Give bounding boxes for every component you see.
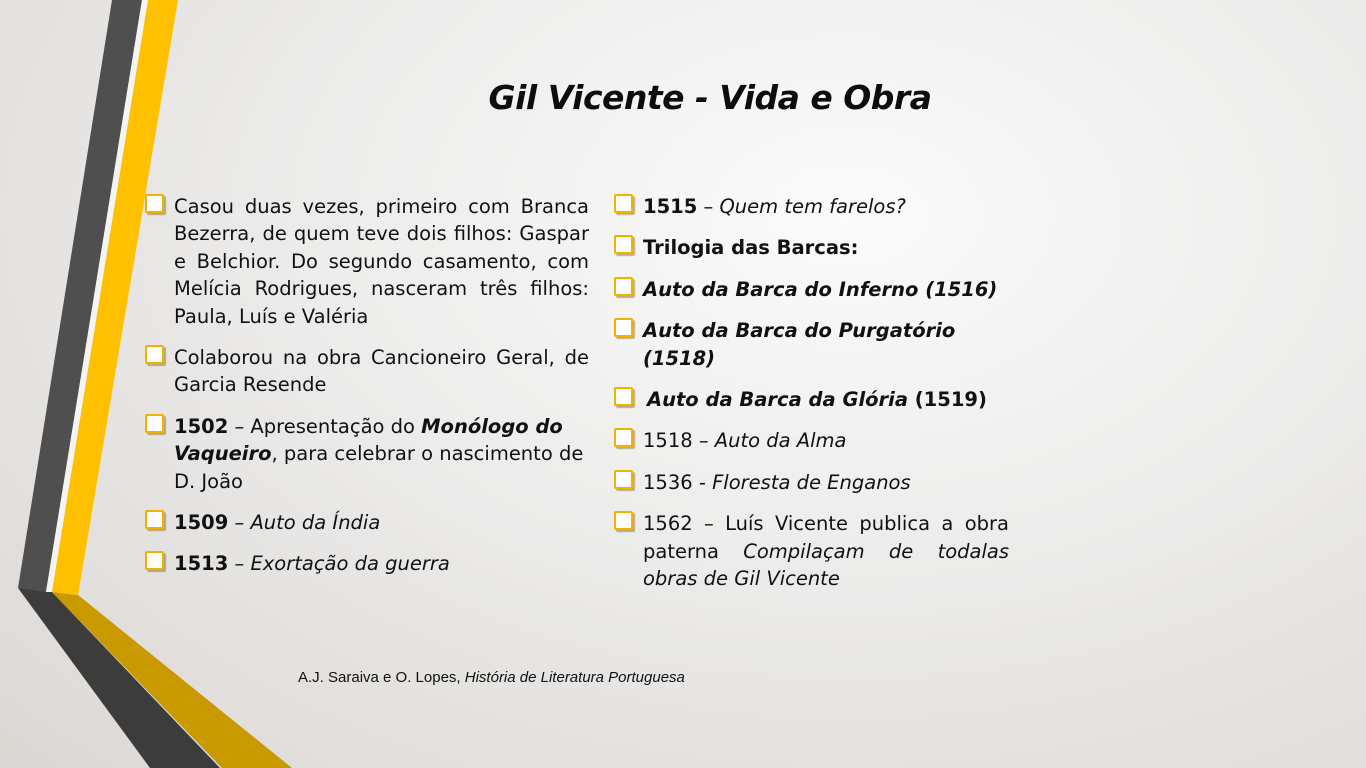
item-work: Monólogo do Vaqueiro: [174, 414, 563, 466]
citation-authors: A.J. Saraiva e O. Lopes,: [298, 669, 465, 686]
list-item: [143, 509, 589, 536]
list-item: [612, 510, 1009, 592]
checkbox-bullet-icon: [614, 318, 633, 337]
item-work: Floresta de Enganos: [712, 470, 911, 494]
left-column: [143, 193, 589, 592]
citation-book: História de Literatura Portuguesa: [464, 669, 685, 686]
checkbox-bullet-icon: [145, 414, 164, 433]
checkbox-bullet-icon: [614, 277, 633, 296]
list-item: [612, 386, 1009, 413]
checkbox-bullet-icon: [614, 428, 633, 447]
checkbox-bullet-icon: [145, 345, 164, 364]
item-text: Auto da Barca do Purgatório (1518): [643, 319, 956, 370]
item-work: Auto da Alma: [714, 429, 847, 453]
checkbox-bullet-icon: [614, 235, 633, 254]
list-item: [143, 550, 589, 577]
item-dash: –: [228, 511, 251, 535]
checkbox-bullet-icon: [614, 387, 633, 406]
right-column: [612, 193, 1009, 606]
list-item: [612, 317, 1009, 372]
item-work: Quem tem farelos?: [719, 195, 906, 218]
item-year: 1515: [643, 195, 698, 218]
checkbox-bullet-icon: [614, 470, 633, 489]
item-rest: , para celebrar o nascimento de D. João: [174, 442, 584, 493]
source-citation: [298, 669, 685, 686]
item-text: Colaborou na obra Cancioneiro Geral, de Garcia Resende: [174, 346, 589, 397]
item-dash: –: [692, 429, 715, 453]
item-work: Exortação da guerra: [250, 552, 450, 576]
list-item: [612, 427, 1009, 454]
list-item: [612, 234, 1009, 261]
checkbox-bullet-icon: [614, 194, 633, 213]
item-dash: –: [697, 195, 720, 218]
list-item: [612, 276, 1009, 303]
item-year: 1509: [174, 511, 229, 535]
item-work: Auto da Índia: [250, 511, 381, 535]
list-item: [612, 193, 1009, 220]
item-year: 1518: [643, 429, 693, 453]
item-dash: -: [692, 470, 713, 494]
list-item: [143, 413, 589, 495]
slide-title: Gil Vicente - Vida e Obra: [488, 78, 932, 117]
item-text: Casou duas vezes, primeiro com Branca Bezerra, de quem teve dois filhos: Gaspar e Belchior. Do segundo casamento, com Melícia Rodrigues, nasceram três filhos: Paula, Luís e Valéria: [174, 195, 589, 328]
item-work: Compilaçam de todalas obras de Gil Vicente: [643, 539, 1009, 591]
list-item: [143, 193, 589, 330]
dark-bottom-band: [18, 588, 220, 768]
item-year: 1502: [174, 414, 229, 438]
checkbox-bullet-icon: [145, 551, 164, 570]
item-year: 1513: [174, 552, 229, 576]
checkbox-bullet-icon: [145, 510, 164, 529]
checkbox-bullet-icon: [614, 511, 633, 530]
item-dash: – Apresentação do: [228, 414, 422, 438]
item-work: Auto da Barca da Glória: [647, 388, 908, 412]
item-text: Auto da Barca do Inferno (1516): [643, 277, 998, 301]
item-text: 1562 – Luís Vicente publica a obra paterna: [643, 512, 1009, 563]
item-year: (1519): [907, 388, 987, 412]
item-text: Trilogia das Barcas:: [643, 236, 859, 260]
item-dash: –: [228, 552, 251, 576]
list-item: [143, 344, 589, 399]
list-item: [612, 469, 1009, 496]
item-year: 1536: [643, 470, 693, 494]
checkbox-bullet-icon: [145, 194, 164, 213]
